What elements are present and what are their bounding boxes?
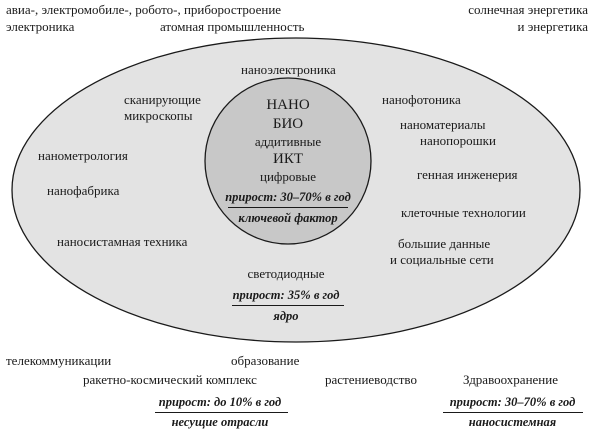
bottom-telecom: телекоммуникации: [6, 353, 112, 368]
carrier-divider: [155, 412, 288, 413]
top-electronics: электроника: [6, 19, 75, 34]
carrier-growth: прирост: до 10% в год: [158, 395, 282, 409]
item-microscopes: микроскопы: [124, 108, 193, 123]
nanosystem-divider: [443, 412, 583, 413]
item-nanopowders: нанопорошки: [420, 133, 496, 148]
core-label: ключевой фактор: [238, 211, 338, 225]
core-additive: аддитивные: [254, 134, 322, 149]
nanosystem-growth: прирост: 30–70% в год: [449, 395, 576, 409]
system-growth: прирост: 35% в год: [232, 288, 340, 302]
bottom-education: образование: [231, 353, 300, 368]
top-industries-line1: авиа-, электромобиле-, робото-, приборостроение: [6, 2, 282, 17]
carrier-label: несущие отрасли: [171, 415, 269, 429]
item-nanometrology: нанометрология: [38, 148, 128, 163]
bottom-health: Здравоохранение: [463, 372, 558, 387]
core-bio: БИО: [272, 116, 304, 132]
item-nanofactory: нанофабрика: [47, 183, 120, 198]
item-nanoelectronics: наноэлектроника: [241, 62, 336, 77]
core-ict: ИКТ: [273, 151, 303, 167]
bottom-space: ракетно-космический комплекс: [83, 372, 257, 387]
item-big-data: большие данные: [398, 236, 491, 251]
system-led: светодиодные: [247, 266, 325, 281]
item-scanning: сканирующие: [124, 92, 201, 107]
core-growth: прирост: 30–70% в год: [225, 190, 351, 204]
top-nuclear: атомная промышленность: [160, 19, 305, 34]
core-nano: НАНО: [266, 97, 310, 113]
item-nanophotonics: нанофотоника: [382, 92, 461, 107]
item-genetic-engineering: генная инженерия: [417, 167, 518, 182]
top-solar-line1: солнечная энергетика: [468, 2, 588, 17]
item-nanosystem-tech: наносистамная техника: [57, 234, 188, 249]
bottom-crops: растениеводство: [325, 372, 417, 387]
nanosystem-label: наносистемная: [468, 415, 557, 429]
item-nanomaterials: наноматериалы: [400, 117, 486, 132]
system-label: ядро: [273, 309, 299, 323]
system-divider: [232, 305, 344, 306]
core-divider: [228, 207, 348, 208]
core-digital: цифровые: [260, 169, 316, 184]
item-cell-tech: клеточные технологии: [401, 205, 526, 220]
item-social-networks: и социальные сети: [390, 252, 494, 267]
top-solar-line2: и энергетика: [517, 19, 588, 34]
